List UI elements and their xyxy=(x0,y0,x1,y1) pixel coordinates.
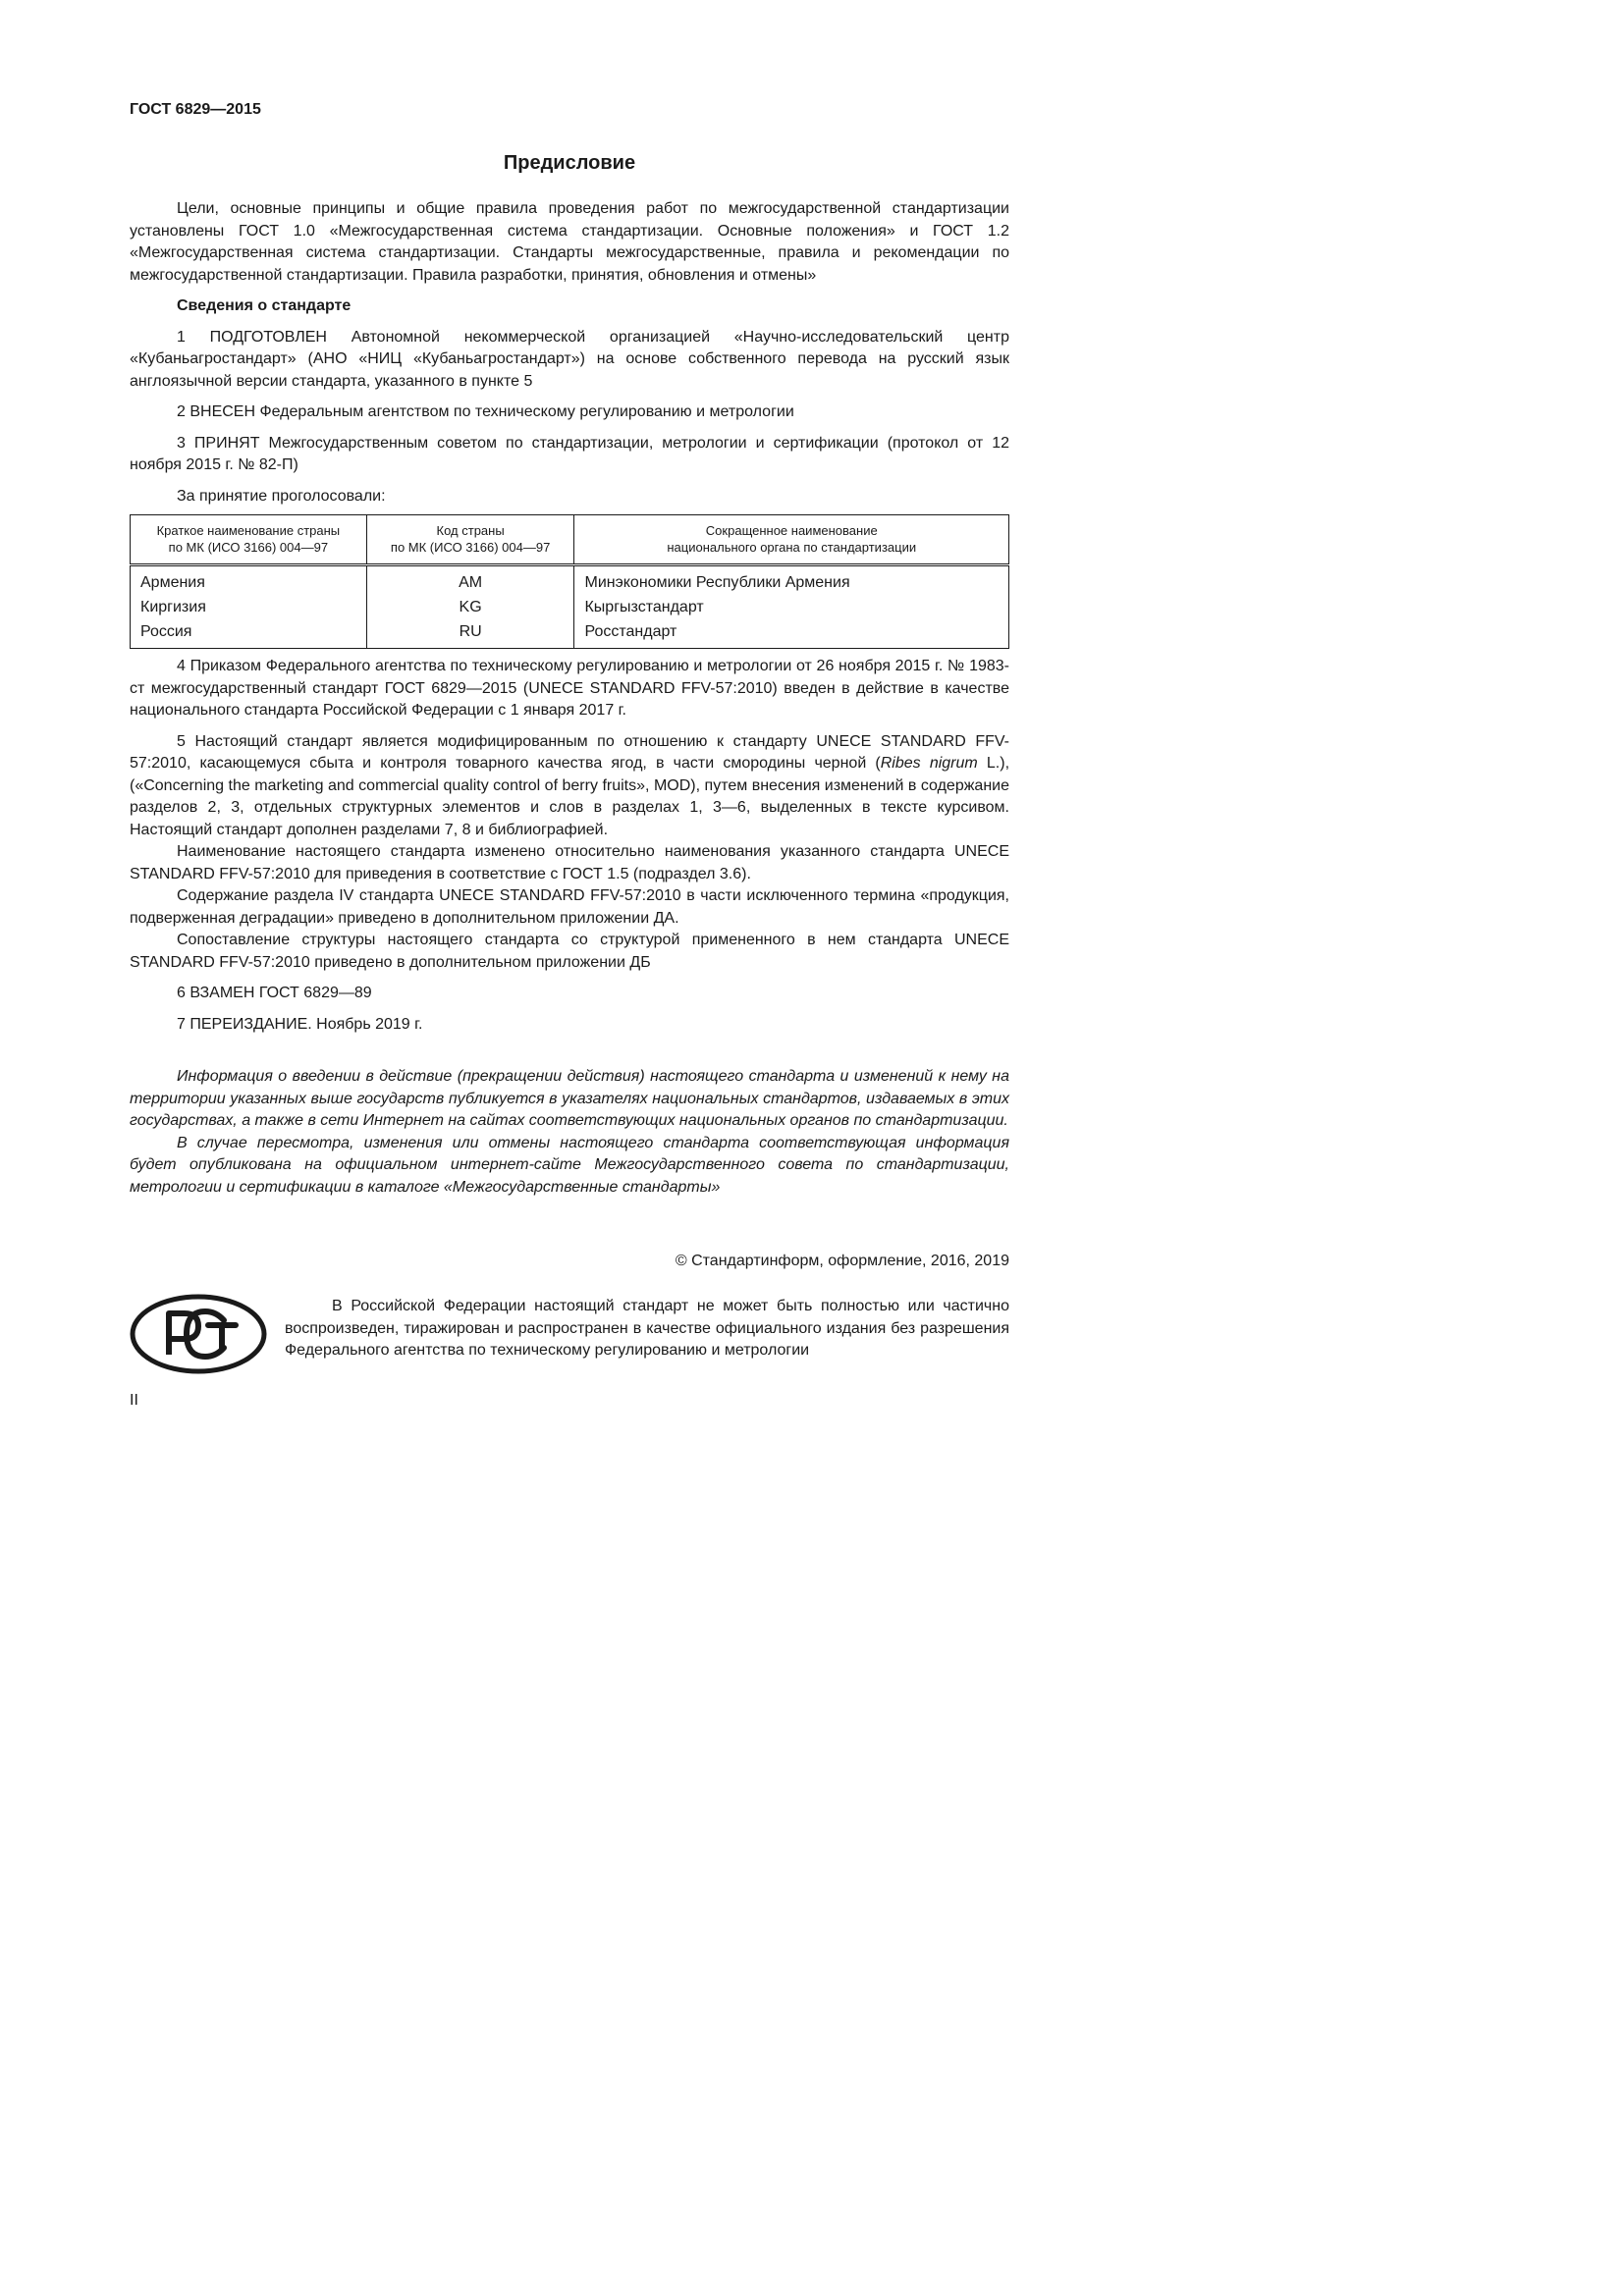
header-national-body-line2: национального органа по стандартизации xyxy=(667,540,917,555)
item-7-paragraph: 7 ПЕРЕИЗДАНИЕ. Ноябрь 2019 г. xyxy=(177,1015,423,1033)
document-body xyxy=(130,198,1009,1199)
header-country-name-line1: Краткое наименование страны xyxy=(156,523,341,538)
item-1-paragraph: 1 ПОДГОТОВЛЕН Автономной некоммерческой организацией «Научно-исследовательский центр «Кубаньагростандарт» (АНО «НИЦ «Кубаньагростандарт») на основе собственного перевода на русский язык англоязычной версии стандарта, указанного в пункте 5 xyxy=(130,328,1009,390)
header-country-name-line2: по МК (ИСО 3166) 004—97 xyxy=(168,540,329,555)
reproduction-notice xyxy=(285,1296,1009,1362)
info-italic-paragraph-1: Информация о введении в действие (прекращении действия) настоящего стандарта и изменений к нему на территории указанных выше государств публикуется в указателях национальных стандартов, издаваемых в этих государствах, а также в сети Интернет на сайтах соответствующих национальных органов по стандартизации. xyxy=(130,1068,1009,1129)
header-country-code-line1: Код страны xyxy=(436,523,505,538)
page-number: II xyxy=(130,1392,138,1409)
table-row xyxy=(131,595,1009,619)
votes-table xyxy=(130,514,1009,649)
item-5-content-paragraph: Содержание раздела IV стандарта UNECE STANDARD FFV-57:2010 в части исключенного термина «продукция, подверженная деградации» приведено в дополнительном приложении ДА. xyxy=(130,887,1009,927)
header-country-name xyxy=(131,515,367,565)
national-body-cell: Росстандарт xyxy=(574,619,1009,649)
country-name-cell: Киргизия xyxy=(131,595,367,619)
item-6-paragraph: 6 ВЗАМЕН ГОСТ 6829—89 xyxy=(177,985,372,1001)
table-row xyxy=(131,565,1009,596)
header-country-code xyxy=(366,515,574,565)
item-3-paragraph: 3 ПРИНЯТ Межгосударственным советом по стандартизации, метрологии и сертификации (протокол от 12 ноября 2015 г. № 82-П) xyxy=(130,434,1009,473)
national-body-cell: Кыргызстандарт xyxy=(574,595,1009,619)
item-5-text-end: L.), («Concerning the marketing and commercial quality control of berry fruits», MOD), путем внесения изменений в содержание разделов 2, 3, отдельных структурных элементов и слов в разделах 1, 3—6, выделенных в тексте курсивом. Настоящий стандарт дополнен разделами 7, 8 и библиографией. xyxy=(130,755,1010,838)
item-4-paragraph: 4 Приказом Федерального агентства по техническому регулированию и метрологии от 26 ноября 2015 г. № 1983-ст межгосударственный стандарт ГОСТ 6829—2015 (UNECE STANDARD FFV-57:2010) введен в действие в качестве национального стандарта Российской Федерации с 1 января 2017 г. xyxy=(130,658,1009,719)
section-heading: Сведения о стандарте xyxy=(177,297,352,314)
rst-certification-mark-icon xyxy=(130,1294,267,1374)
header-national-body-line1: Сокращенное наименование xyxy=(705,523,878,538)
country-code-cell: KG xyxy=(366,595,574,619)
votes-intro: За принятие проголосовали: xyxy=(177,487,386,505)
country-code-cell: AM xyxy=(366,565,574,596)
header-country-code-line2: по МК (ИСО 3166) 004—97 xyxy=(390,540,551,555)
country-name-cell: Армения xyxy=(131,565,367,596)
country-code-cell: RU xyxy=(366,619,574,649)
table-row xyxy=(131,619,1009,649)
national-body-cell: Минэкономики Республики Армения xyxy=(574,565,1009,596)
copyright-line: © Стандартинформ, оформление, 2016, 2019 xyxy=(675,1253,1009,1269)
item-5-text-start: 5 Настоящий стандарт является модифицированным по отношению к стандарту UNECE STANDARD FFV-57:2010, касающемуся сбыта и контроля товарного качества ягод, в части смородины черной ( xyxy=(130,732,1009,772)
item-5-paragraph xyxy=(130,731,1009,842)
intro-paragraph: Цели, основные принципы и общие правила проведения работ по межгосударственной стандартизации установлены ГОСТ 1.0 «Межгосударственная система стандартизации. Основные положения» и ГОСТ 1.2 «Межгосударственная система стандартизации. Стандарты межгосударственные, правила и рекомендации по межгосударственной стандартизации. Правила разработки, принятия, обновления и отмены» xyxy=(130,200,1009,284)
item-5-structure-paragraph: Сопоставление структуры настоящего стандарта со структурой примененного в нем стандарта UNECE STANDARD FFV-57:2010 приведено в дополнительном приложении ДБ xyxy=(130,932,1009,971)
header-national-body xyxy=(574,515,1009,565)
document-id-header: ГОСТ 6829—2015 xyxy=(130,101,261,118)
votes-table-header-row xyxy=(131,515,1009,565)
page-title: Предисловие xyxy=(503,152,636,174)
item-2-paragraph: 2 ВНЕСЕН Федеральным агентством по техническому регулированию и метрологии xyxy=(177,403,794,420)
item-5-species-name: Ribes nigrum xyxy=(880,755,978,772)
item-5-naming-paragraph: Наименование настоящего стандарта изменено относительно наименования указанного стандарта UNECE STANDARD FFV-57:2010 для приведения в соответствие с ГОСТ 1.5 (подраздел 3.6). xyxy=(130,843,1009,882)
reproduction-notice-text: В Российской Федерации настоящий стандарт не может быть полностью или частично воспроизведен, тиражирован и распространен в качестве официального издания без разрешения Федерального агентства по техническому регулированию и метрологии xyxy=(285,1298,1009,1359)
country-name-cell: Россия xyxy=(131,619,367,649)
info-italic-paragraph-2: В случае пересмотра, изменения или отмены настоящего стандарта соответствующая информация будет опубликована на официальном интернет-сайте Межгосударственного совета по стандартизации, метрологии и сертификации в каталоге «Межгосударственные стандарты» xyxy=(130,1134,1009,1196)
